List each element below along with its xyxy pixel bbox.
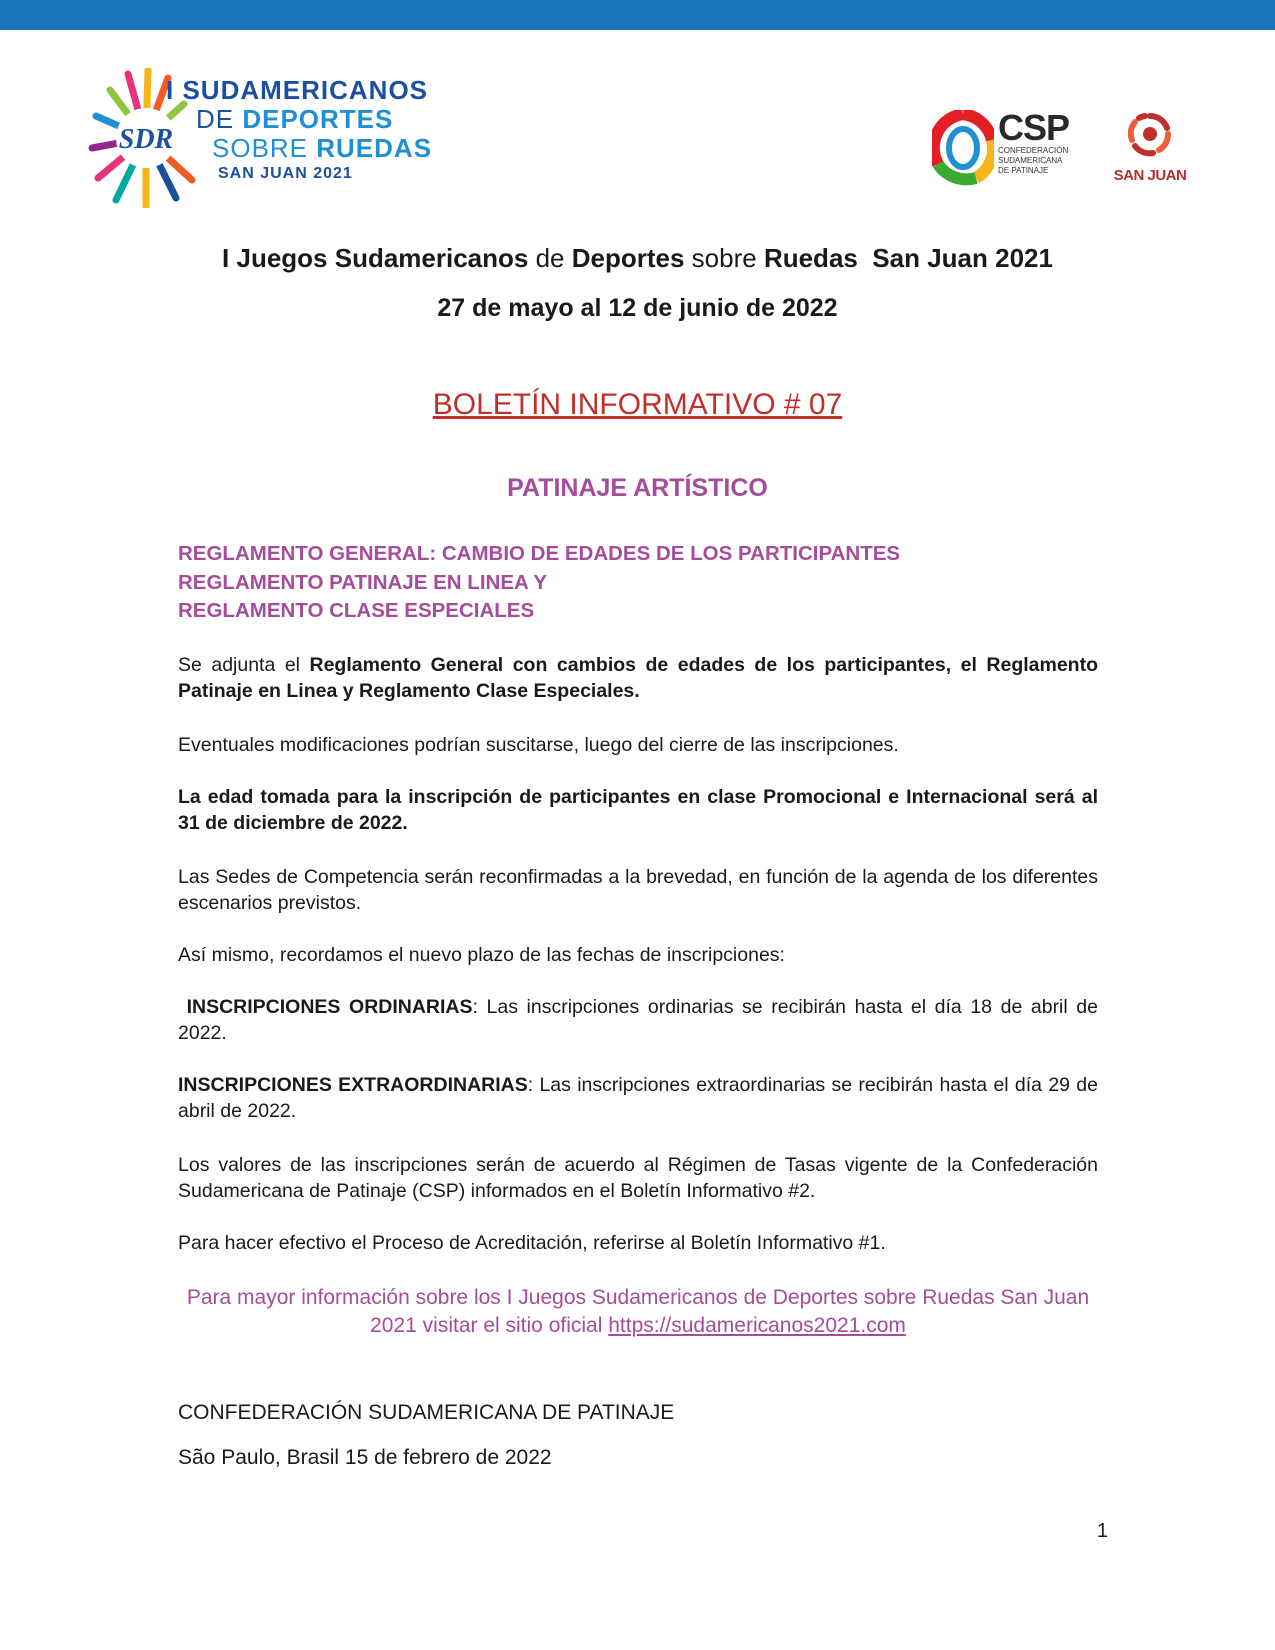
regulations-list: [178, 540, 1098, 626]
csp-sub-2: SUDAMERICANA: [998, 156, 1063, 165]
paragraph-modifications: Eventuales modificaciones podrían suscitarse, luego del cierre de las inscripciones.: [178, 734, 899, 756]
csp-ring-icon: [932, 110, 994, 186]
event-logo-line2: DE DEPORTES: [196, 104, 394, 134]
paragraph-age: La edad tomada para la inscripción de participantes en clase Promocional e Internacional será al 31 de diciembre de 2022.: [178, 786, 1098, 834]
event-logo-line3: SOBRE RUEDAS: [212, 133, 433, 163]
event-logo: [88, 68, 433, 208]
event-title: I Juegos Sudamericanos de Deportes sobre Ruedas San Juan 2021: [222, 243, 1053, 273]
official-site-link[interactable]: https://sudamericanos2021.com: [608, 1314, 906, 1337]
signature-organization: CONFEDERACIÓN SUDAMERICANA DE PATINAJE: [178, 1401, 675, 1424]
top-color-bar: [0, 0, 1275, 30]
regulation-item: REGLAMENTO GENERAL: CAMBIO DE EDADES DE LOS PARTICIPANTES: [178, 542, 901, 565]
event-logo-monogram: SDR: [118, 124, 174, 155]
san-juan-sun-icon: [1123, 108, 1177, 160]
paragraph-attachment: Se adjunta el Reglamento General con cambios de edades de los participantes, el Reglamento Patinaje en Linea y Reglamento Clase Especiales.: [178, 654, 1098, 702]
csp-title: CSP: [998, 107, 1070, 148]
paragraph-fees: Los valores de las inscripciones serán de acuerdo al Régimen de Tasas vigente de la Confederación Sudamericana de Patinaje (CSP) informados en el Boletín Informativo #2.: [178, 1154, 1098, 1202]
san-juan-label: SAN JUAN: [1113, 167, 1187, 184]
event-logo-line4: SAN JUAN 2021: [218, 165, 353, 182]
page-number: 1: [1096, 1520, 1108, 1542]
event-logo-line1: I SUDAMERICANOS: [166, 75, 429, 105]
signature-place-date: São Paulo, Brasil 15 de febrero de 2022: [178, 1446, 552, 1469]
csp-logo: [932, 107, 1072, 186]
bulletin-title: BOLETÍN INFORMATIVO # 07: [432, 388, 843, 421]
paragraph-ordinary: INSCRIPCIONES ORDINARIAS: Las inscripciones ordinarias se recibirán hasta el día 18 de abril de 2022.: [178, 996, 1098, 1044]
csp-sub-1: CONFEDERACIÓN: [998, 146, 1069, 155]
csp-sub-3: DE PATINAJE: [998, 166, 1049, 175]
regulation-item: REGLAMENTO CLASE ESPECIALES: [178, 599, 535, 622]
paragraph-reminder: Así mismo, recordamos el nuevo plazo de las fechas de inscripciones:: [178, 944, 785, 966]
regulation-item: REGLAMENTO PATINAJE EN LINEA Y: [178, 570, 548, 594]
event-dates: 27 de mayo al 12 de junio de 2022: [437, 294, 838, 322]
paragraph-accreditation: Para hacer efectivo el Proceso de Acreditación, referirse al Boletín Informativo #1.: [178, 1232, 886, 1254]
paragraph-venues: Las Sedes de Competencia serán reconfirmadas a la brevedad, en función de la agenda de los diferentes escenarios previstos.: [178, 866, 1098, 914]
san-juan-logo: [1108, 108, 1192, 188]
paragraph-extraordinary: INSCRIPCIONES EXTRAORDINARIAS: Las inscripciones extraordinarias se recibirán hasta el día 29 de abril de 2022.: [178, 1074, 1098, 1122]
section-title: PATINAJE ARTÍSTICO: [507, 474, 768, 502]
more-info: Para mayor información sobre los I Juegos Sudamericanos de Deportes sobre Ruedas San Juan 2021 visitar el sitio oficial https://sudamericanos2021.com: [186, 1286, 1090, 1337]
